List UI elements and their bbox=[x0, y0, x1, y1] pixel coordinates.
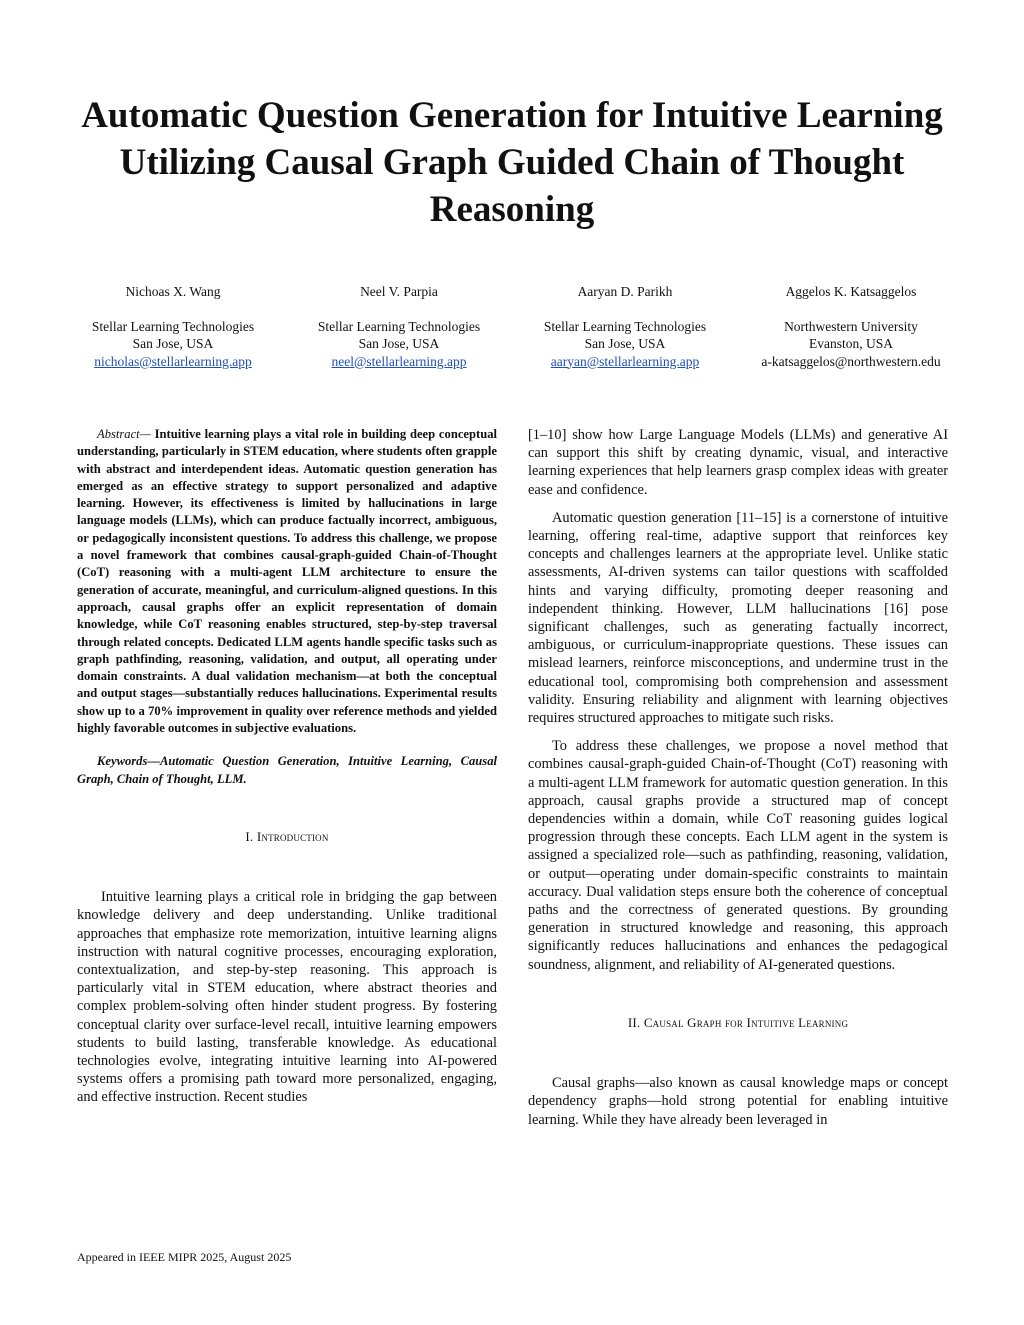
keywords bbox=[77, 753, 497, 788]
author-name: Neel V. Parpia bbox=[360, 284, 438, 299]
author-name: Aggelos K. Katsaggelos bbox=[785, 284, 917, 299]
author-email-link[interactable]: aaryan@stellarlearning.app bbox=[550, 353, 700, 369]
keywords-text: Automatic Question Generation, Intuitive Learning, Causal Graph, Chain of Thought, LLM. bbox=[77, 754, 497, 786]
author-location: San Jose, USA bbox=[132, 336, 214, 351]
left-column bbox=[77, 426, 497, 1107]
author-email: a-katsaggelos@northwestern.edu bbox=[761, 353, 941, 369]
body-paragraph: To address these challenges, we propose a novel method that combines causal-graph-guided Chain-of-Thought (CoT) reasoning with a multi-agent LLM framework for automatic question generation. In this approach, causal graphs provide a structured map of concept dependencies within a domain, while CoT reasoning guides logical progression through these concepts. Each LLM agent in the system is assigned a specialized role—such as pathfinding, reasoning, validation, or output—operating under domain-specific constraints to maintain accuracy. Dual validation steps ensure both the coherence of conceptual paths and the correctness of generated questions. By grounding generation in structured knowledge and reasoning, this approach significantly reduces hallucinations and enhances the pedagogical soundness, alignment, and reliability of AI-generated questions. bbox=[528, 738, 948, 973]
author-1 bbox=[60, 283, 286, 370]
abstract-text: Intuitive learning plays a vital role in building deep conceptual understanding, particularly in STEM education, where students often grapple with abstract and interdependent ideas. Automatic question generation has emerged as an effective strategy to support personalized and adaptive learning. However, its effectiveness is limited by hallucinations in large language models (LLMs), which can produce factually incorrect, ambiguous, or pedagogically inconsistent questions. To address this challenge, we propose a novel framework that combines causal-graph-guided Chain-of-Thought (CoT) reasoning with a multi-agent LLM architecture to ensure the generation of accurate, meaningful, and curriculum-aligned questions. In this approach, causal graphs offer an explicit representation of domain knowledge, while CoT reasoning enables structured, step-by-step traversal through related concepts. Dedicated LLM agents handle specific tasks such as graph pathfinding, reasoning, validation, and output, all operating under domain constraints. A dual validation mechanism—at both the conceptual and output stages—substantially reduces hallucinations. Experimental results show up to a 70% improvement in quality over reference methods and yielded highly favorable outcomes in subjective evaluations. bbox=[77, 427, 497, 736]
abstract-label: Abstract— bbox=[97, 427, 151, 441]
section-numeral: II. bbox=[627, 1014, 641, 1030]
section-heading-causal-graph bbox=[528, 1014, 948, 1032]
abstract bbox=[77, 426, 497, 737]
author-name: Aaryan D. Parikh bbox=[577, 284, 673, 299]
author-email-link[interactable]: nicholas@stellarlearning.app bbox=[94, 353, 252, 369]
author-affiliation: Stellar Learning Technologies bbox=[317, 318, 481, 334]
author-affiliation: Stellar Learning Technologies bbox=[91, 318, 255, 334]
section-numeral: I. bbox=[245, 828, 254, 844]
author-2 bbox=[286, 283, 512, 370]
section-heading-introduction bbox=[77, 828, 497, 846]
author-location: Evanston, USA bbox=[809, 336, 893, 351]
footer-note: Appeared in IEEE MIPR 2025, August 2025 bbox=[77, 1250, 292, 1264]
section-title: Introduction bbox=[256, 828, 329, 844]
author-email-link[interactable]: neel@stellarlearning.app bbox=[331, 353, 467, 369]
body-paragraph: Automatic question generation [11–15] is a cornerstone of intuitive learning, offering real-time, adaptive support that reinforces key concepts and challenges learners at the appropriate level. Unlike static assessments, AI-driven systems can tailor questions with scaffolded hints and varying difficulty, promoting deeper reasoning and independent thinking. However, LLM hallucinations [16] pose significant challenges, such as generating factually incorrect, ambiguous, or curriculum-inappropriate questions. These issues can mislead learners, reinforce misconceptions, and undermine trust in the educational tool, compromising both comprehension and assessment validity. Ensuring reliability and alignment with learning objectives requires structured approaches to mitigate such risks. bbox=[528, 509, 948, 727]
body-paragraph: Intuitive learning plays a critical role in bridging the gap between knowledge delivery and deep understanding. Unlike traditional approaches that emphasize rote memorization, intuitive learning aligns instruction with natural cognitive processes, encouraging exploration, contextualization, and step-by-step reasoning. This approach is particularly vital in STEM education, where abstract theories and complex problem-solving often hinder student progress. By fostering conceptual clarity over surface-level recall, intuitive learning empowers students to build lasting, transferable knowledge. As educational technologies evolve, integrating intuitive learning into AI-powered systems offers a promising path toward more personalized, engaging, and effective instruction. Recent studies bbox=[77, 889, 497, 1106]
author-name: Nichoas X. Wang bbox=[125, 284, 221, 299]
right-column bbox=[528, 426, 948, 1129]
author-location: San Jose, USA bbox=[584, 336, 666, 351]
author-3 bbox=[512, 283, 738, 370]
keywords-label: Keywords— bbox=[97, 754, 160, 769]
author-location: San Jose, USA bbox=[358, 336, 440, 351]
author-affiliation: Stellar Learning Technologies bbox=[543, 318, 707, 334]
paper-title: Automatic Question Generation for Intuitive Learning Utilizing Causal Graph Guided Chain of Thought Reasoning bbox=[81, 95, 943, 230]
author-block bbox=[60, 283, 964, 370]
section-title: Causal Graph for Intuitive Learning bbox=[643, 1014, 849, 1030]
author-4 bbox=[738, 283, 964, 370]
author-affiliation: Northwestern University bbox=[784, 318, 918, 334]
body-paragraph: [1–10] show how Large Language Models (LLMs) and generative AI can support this shift by creating dynamic, visual, and interactive learning experiences that help learners grasp complex ideas with greater ease and confidence. bbox=[528, 427, 948, 498]
body-paragraph: Causal graphs—also known as causal knowledge maps or concept dependency graphs—hold strong potential for enabling intuitive learning. While they have already been leveraged in bbox=[528, 1075, 948, 1128]
